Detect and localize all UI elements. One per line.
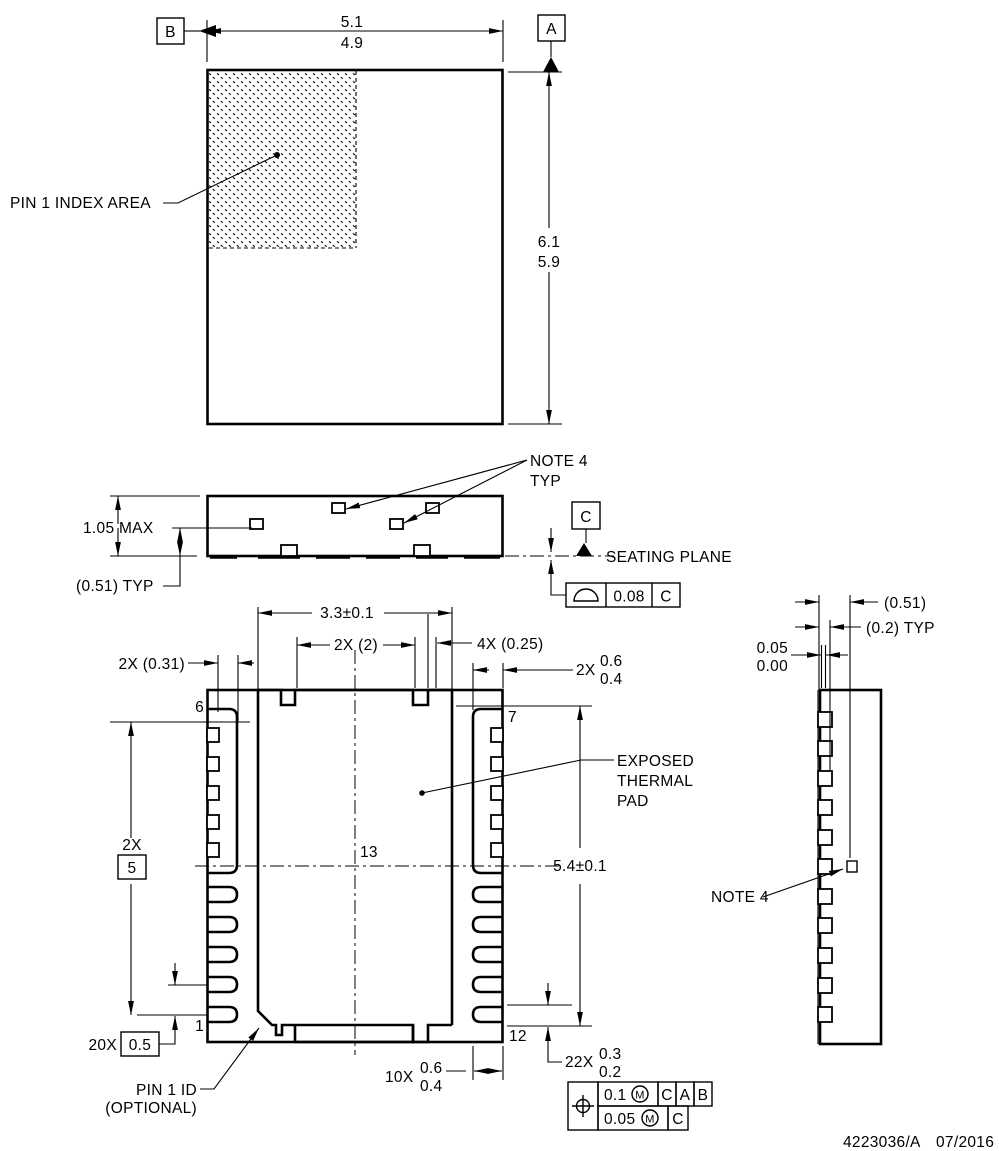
dim-width-max: 5.1 [340,14,364,31]
position-fcf [568,1082,712,1130]
left-pins [207,887,237,1022]
dim-pad-width: 3.3±0.1 [320,605,374,622]
pin1-index-label: PIN 1 INDEX AREA [10,195,151,212]
pin13-label: 13 [360,844,378,861]
dim-botpad-max: 0.6 [420,1060,443,1077]
dim-span-count: 2X [122,837,142,854]
flatness-datum: C [660,588,672,606]
dim-width-min: 4.9 [340,35,364,52]
datum-c-triangle [576,543,592,556]
dim-standoff: (0.51) TYP [76,578,154,595]
dim-pitch-count: 20X [88,1037,117,1054]
flatness-value: 0.08 [613,588,645,606]
dim-thickness: 1.05 MAX [83,520,154,537]
doc-number: 4223036/A [843,1134,921,1151]
detail-note4-label: NOTE 4 [711,889,769,906]
dim-height-min: 5.9 [537,254,561,271]
title-block [843,1134,994,1151]
detail-dim-005: 0.05 [756,640,788,657]
dim-lead-min: 0.2 [599,1064,622,1081]
pin1-label: 1 [195,1018,204,1035]
dim-pitch-value: 0.5 [128,1037,152,1054]
pin6-label: 6 [195,699,204,716]
dim-2x031: 2X (0.31) [118,656,185,673]
datum-c-label: C [580,509,592,526]
datum-b-label: B [165,24,176,41]
thermal-pad-label-1: EXPOSED [617,753,695,770]
dim-lead-max: 0.3 [599,1046,622,1063]
dim-corner-min: 0.4 [600,671,623,688]
pin7-label: 7 [508,709,517,726]
flatness-fcf [566,583,680,607]
fcf-row2-datum1: C [672,1111,684,1128]
right-pins [473,887,503,1022]
datum-a-triangle [543,57,559,72]
detail-dim-02: (0.2) TYP [866,620,935,637]
detail-dim-051: (0.51) [884,595,927,612]
seating-plane-label: SEATING PLANE [606,549,732,566]
dim-span-value: 5 [127,860,137,877]
dim-corner-count: 2X [576,662,596,679]
note4-feature [847,861,857,872]
thermal-pad-label-2: THERMAL [617,773,694,790]
pin1-id-label: PIN 1 ID [136,1082,197,1099]
position-symbol-icon [572,1095,594,1117]
fcf-row1-tol: 0.1 [604,1087,627,1104]
datum-c [572,502,600,556]
dim-botpad-min: 0.4 [420,1078,443,1095]
flatness-symbol-icon [574,589,598,601]
thermal-pad-label-3: PAD [617,793,649,810]
datum-a [538,15,565,72]
dim-pad-height: 5.4±0.1 [553,858,607,875]
fcf-row1-datum2: A [679,1087,691,1104]
leader-dot [274,152,280,158]
pin1-id-optional: (OPTIONAL) [105,1100,197,1117]
side-note4-label: NOTE 4 [530,453,588,470]
side-view [76,453,732,607]
bottom-view [89,605,695,1117]
dim-height-max: 6.1 [537,234,561,251]
dim-corner-max: 0.6 [600,653,623,670]
pin12-label: 12 [509,1028,527,1045]
detail-dim-000: 0.00 [756,658,788,675]
dim-lead-count: 22X [565,1054,594,1071]
doc-date: 07/2016 [936,1134,995,1151]
top-view [10,14,565,424]
fcf-row1-datum3: B [697,1087,709,1104]
leader-dot [419,790,425,796]
pin1-index-hatch [209,71,356,248]
dim-botpad-count: 10X [385,1069,414,1086]
datum-a-label: A [546,21,557,38]
fcf-row1-datum1: C [661,1087,673,1104]
side-note4-typ: TYP [530,473,562,490]
detail-side-view [711,595,935,1044]
fcf-row2-modifier: M [645,1113,655,1126]
fcf-row2-tol: 0.05 [604,1111,636,1128]
dim-2x2: 2X (2) [333,637,379,654]
fcf-row1-modifier: M [635,1089,645,1102]
dim-4x025: 4X (0.25) [477,636,544,653]
